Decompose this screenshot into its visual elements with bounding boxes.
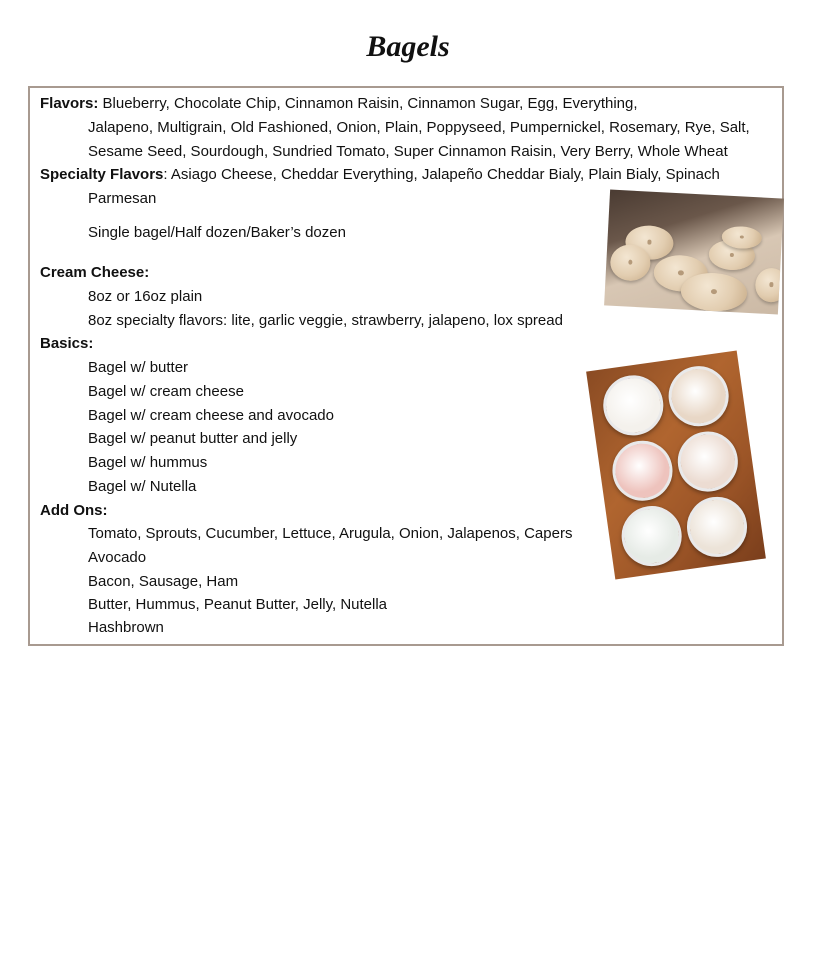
bagels-photo — [604, 190, 784, 315]
cream-cheese-photo — [586, 350, 766, 579]
specialty-label: Specialty Flavors — [40, 166, 164, 183]
specialty-line — [40, 165, 720, 185]
cream-cheese-item: 8oz specialty flavors: lite, garlic veggie, strawberry, jalapeno, lox spread — [88, 312, 563, 329]
bagel-sizes: Single bagel/Half dozen/Baker’s dozen — [88, 224, 346, 241]
add-ons-label: Add Ons: — [40, 502, 108, 519]
add-on-item: Bacon, Sausage, Ham — [88, 573, 239, 590]
add-on-item: Hashbrown — [88, 619, 164, 636]
basics-item: Bagel w/ peanut butter and jelly — [88, 430, 298, 447]
cream-cheese-tub — [674, 428, 742, 496]
basics-item: Bagel w/ cream cheese and avocado — [88, 407, 334, 424]
cream-cheese-tub — [665, 362, 733, 430]
cream-cheese-tub — [599, 371, 667, 439]
menu-box — [28, 86, 784, 646]
add-on-item: Butter, Hummus, Peanut Butter, Jelly, Nutella — [88, 596, 388, 613]
page-title: Bagels — [366, 30, 450, 63]
basics-label: Basics: — [40, 335, 94, 352]
bagel-image — [755, 267, 784, 303]
cream-cheese-label: Cream Cheese: — [40, 264, 150, 281]
add-on-item: Tomato, Sprouts, Cucumber, Lettuce, Arugula, Onion, Jalapenos, Capers — [88, 525, 573, 542]
basics-item: Bagel w/ hummus — [88, 454, 208, 471]
bagel-image — [680, 271, 748, 312]
cream-cheese-item: 8oz or 16oz plain — [88, 288, 203, 305]
specialty-line-2: Parmesan — [88, 190, 157, 207]
flavors-label: Flavors: — [40, 95, 99, 112]
flavors-line — [40, 94, 638, 114]
flavors-line-3: Sesame Seed, Sourdough, Sundried Tomato, Super Cinnamon Raisin, Very Berry, Whole Wheat — [88, 143, 728, 160]
specialty-text: : Asiago Cheese, Cheddar Everything, Jalapeño Cheddar Bialy, Plain Bialy, Spinach — [163, 166, 720, 183]
add-on-item: Avocado — [88, 549, 147, 566]
flavors-line-2: Jalapeno, Multigrain, Old Fashioned, Onion, Plain, Poppyseed, Pumpernickel, Rosemary, Rye, Salt, — [88, 119, 750, 136]
basics-item: Bagel w/ cream cheese — [88, 383, 244, 400]
cream-cheese-tub — [618, 502, 686, 570]
basics-item: Bagel w/ butter — [88, 359, 189, 376]
flavors-text: Blueberry, Chocolate Chip, Cinnamon Raisin, Cinnamon Sugar, Egg, Everything, — [98, 95, 638, 112]
cream-cheese-tub — [609, 437, 677, 505]
basics-item: Bagel w/ Nutella — [88, 478, 197, 495]
cream-cheese-tub — [683, 493, 751, 561]
